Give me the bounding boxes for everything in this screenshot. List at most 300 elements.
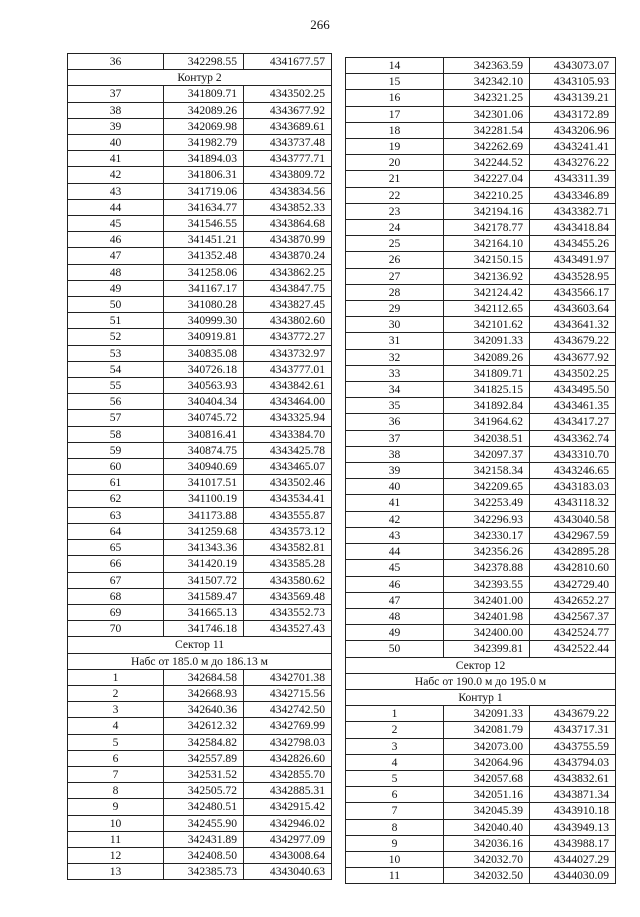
point-number: 36	[68, 54, 164, 70]
y-coordinate: 4341677.57	[244, 54, 332, 70]
x-coordinate: 342040.40	[444, 819, 530, 835]
point-number: 38	[68, 102, 164, 118]
x-coordinate: 341167.17	[164, 280, 244, 296]
table-row	[346, 365, 616, 381]
point-number: 21	[346, 171, 444, 187]
point-number: 34	[346, 382, 444, 398]
x-coordinate: 342296.93	[444, 511, 530, 527]
x-coordinate: 342032.70	[444, 851, 530, 867]
y-coordinate: 4343310.70	[530, 446, 616, 462]
point-number: 45	[346, 560, 444, 576]
section-header: Контур 2	[68, 70, 332, 86]
point-number: 61	[68, 475, 164, 491]
point-number: 39	[68, 118, 164, 134]
point-number: 43	[68, 183, 164, 199]
x-coordinate: 342253.49	[444, 495, 530, 511]
table-row	[346, 495, 616, 511]
y-coordinate: 4343677.92	[244, 102, 332, 118]
table-row	[346, 479, 616, 495]
x-coordinate: 342363.59	[444, 58, 530, 74]
table-row	[68, 685, 332, 701]
y-coordinate: 4343276.22	[530, 155, 616, 171]
table-row	[346, 722, 616, 738]
x-coordinate: 341352.48	[164, 248, 244, 264]
y-coordinate: 4343384.70	[244, 426, 332, 442]
table-row	[346, 803, 616, 819]
y-coordinate: 4343772.27	[244, 329, 332, 345]
x-coordinate: 342262.69	[444, 139, 530, 155]
x-coordinate: 342640.36	[164, 702, 244, 718]
section-header: Контур 1	[346, 689, 616, 705]
point-number: 51	[68, 313, 164, 329]
table-row	[68, 669, 332, 685]
point-number: 28	[346, 284, 444, 300]
section-header-row	[346, 657, 616, 673]
table-row	[68, 588, 332, 604]
point-number: 70	[68, 621, 164, 637]
y-coordinate: 4343777.01	[244, 361, 332, 377]
x-coordinate: 341809.71	[444, 365, 530, 381]
y-coordinate: 4343040.63	[244, 864, 332, 880]
point-number: 24	[346, 220, 444, 236]
y-coordinate: 4343794.03	[530, 754, 616, 770]
x-coordinate: 341982.79	[164, 135, 244, 151]
y-coordinate: 4342826.60	[244, 750, 332, 766]
table-row	[68, 702, 332, 718]
point-number: 48	[346, 608, 444, 624]
x-coordinate: 341806.31	[164, 167, 244, 183]
table-row	[346, 284, 616, 300]
section-header-row	[68, 637, 332, 653]
x-coordinate: 341017.51	[164, 475, 244, 491]
x-coordinate: 342032.50	[444, 868, 530, 884]
y-coordinate: 4343246.65	[530, 463, 616, 479]
x-coordinate: 342073.00	[444, 738, 530, 754]
point-number: 32	[346, 349, 444, 365]
x-coordinate: 342668.93	[164, 685, 244, 701]
x-coordinate: 342400.00	[444, 625, 530, 641]
x-coordinate: 341825.15	[444, 382, 530, 398]
table-row	[346, 511, 616, 527]
x-coordinate: 340745.72	[164, 410, 244, 426]
page-number: 266	[310, 17, 330, 32]
x-coordinate: 340874.75	[164, 442, 244, 458]
y-coordinate: 4343382.71	[530, 203, 616, 219]
x-coordinate: 340919.81	[164, 329, 244, 345]
point-number: 8	[68, 783, 164, 799]
x-coordinate: 341259.68	[164, 523, 244, 539]
section-header: Сектор 11	[68, 637, 332, 653]
y-coordinate: 4342715.56	[244, 685, 332, 701]
y-coordinate: 4343495.50	[530, 382, 616, 398]
x-coordinate: 341894.03	[164, 151, 244, 167]
x-coordinate: 342408.50	[164, 847, 244, 863]
x-coordinate: 342091.33	[444, 333, 530, 349]
point-number: 66	[68, 556, 164, 572]
y-coordinate: 4343362.74	[530, 430, 616, 446]
point-number: 35	[346, 398, 444, 414]
table-row	[68, 864, 332, 880]
x-coordinate: 341589.47	[164, 588, 244, 604]
point-number: 7	[68, 766, 164, 782]
y-coordinate: 4343677.92	[530, 349, 616, 365]
y-coordinate: 4343585.28	[244, 556, 332, 572]
y-coordinate: 4343569.48	[244, 588, 332, 604]
y-coordinate: 4343418.84	[530, 220, 616, 236]
x-coordinate: 342531.52	[164, 766, 244, 782]
x-coordinate: 340940.69	[164, 459, 244, 475]
table-row	[68, 572, 332, 588]
y-coordinate: 4343603.64	[530, 301, 616, 317]
table-row	[68, 847, 332, 863]
x-coordinate: 341809.71	[164, 86, 244, 102]
y-coordinate: 4343852.33	[244, 199, 332, 215]
point-number: 49	[346, 625, 444, 641]
table-row	[68, 507, 332, 523]
point-number: 23	[346, 203, 444, 219]
y-coordinate: 4343008.64	[244, 847, 332, 863]
x-coordinate: 342164.10	[444, 236, 530, 252]
x-coordinate: 342378.88	[444, 560, 530, 576]
y-coordinate: 4343573.12	[244, 523, 332, 539]
point-number: 59	[68, 442, 164, 458]
x-coordinate: 340404.34	[164, 394, 244, 410]
x-coordinate: 342178.77	[444, 220, 530, 236]
point-number: 46	[68, 232, 164, 248]
x-coordinate: 341892.84	[444, 398, 530, 414]
x-coordinate: 342112.65	[444, 301, 530, 317]
y-coordinate: 4343732.97	[244, 345, 332, 361]
y-coordinate: 4343832.61	[530, 770, 616, 786]
point-number: 4	[346, 754, 444, 770]
x-coordinate: 342124.42	[444, 284, 530, 300]
point-number: 6	[68, 750, 164, 766]
point-number: 55	[68, 378, 164, 394]
point-number: 67	[68, 572, 164, 588]
y-coordinate: 4343528.95	[530, 268, 616, 284]
x-coordinate: 342455.90	[164, 815, 244, 831]
y-coordinate: 4343118.32	[530, 495, 616, 511]
point-number: 31	[346, 333, 444, 349]
point-number: 33	[346, 365, 444, 381]
section-header: Сектор 12	[346, 657, 616, 673]
point-number: 25	[346, 236, 444, 252]
point-number: 43	[346, 527, 444, 543]
table-row	[68, 135, 332, 151]
table-row	[68, 102, 332, 118]
x-coordinate: 341343.36	[164, 540, 244, 556]
y-coordinate: 4342742.50	[244, 702, 332, 718]
x-coordinate: 340563.93	[164, 378, 244, 394]
x-coordinate: 342036.16	[444, 835, 530, 851]
y-coordinate: 4343555.87	[244, 507, 332, 523]
point-number: 54	[68, 361, 164, 377]
y-coordinate: 4343717.31	[530, 722, 616, 738]
table-row	[68, 815, 332, 831]
table-row	[68, 750, 332, 766]
table-row	[68, 459, 332, 475]
y-coordinate: 4343552.73	[244, 604, 332, 620]
point-number: 15	[346, 74, 444, 90]
x-coordinate: 341080.28	[164, 297, 244, 313]
point-number: 10	[346, 851, 444, 867]
table-row	[68, 264, 332, 280]
point-number: 9	[68, 799, 164, 815]
x-coordinate: 340999.30	[164, 313, 244, 329]
table-row	[346, 398, 616, 414]
x-coordinate: 342051.16	[444, 787, 530, 803]
point-number: 14	[346, 58, 444, 74]
table-row	[346, 463, 616, 479]
y-coordinate: 4343461.35	[530, 398, 616, 414]
table-row	[346, 706, 616, 722]
point-number: 50	[68, 297, 164, 313]
table-row	[346, 155, 616, 171]
table-row	[68, 248, 332, 264]
table-row	[346, 317, 616, 333]
x-coordinate: 342684.58	[164, 669, 244, 685]
point-number: 46	[346, 576, 444, 592]
y-coordinate: 4343847.75	[244, 280, 332, 296]
table-row	[68, 394, 332, 410]
point-number: 7	[346, 803, 444, 819]
y-coordinate: 4343871.34	[530, 787, 616, 803]
table-row	[346, 122, 616, 138]
y-coordinate: 4343842.61	[244, 378, 332, 394]
table-row	[346, 608, 616, 624]
table-row	[68, 86, 332, 102]
table-row	[346, 187, 616, 203]
x-coordinate: 342101.62	[444, 317, 530, 333]
y-coordinate: 4343864.68	[244, 216, 332, 232]
table-row	[68, 216, 332, 232]
section-header-row	[346, 673, 616, 689]
y-coordinate: 4343425.78	[244, 442, 332, 458]
point-number: 13	[68, 864, 164, 880]
y-coordinate: 4343988.17	[530, 835, 616, 851]
table-row	[346, 252, 616, 268]
point-number: 57	[68, 410, 164, 426]
y-coordinate: 4343311.39	[530, 171, 616, 187]
x-coordinate: 342038.51	[444, 430, 530, 446]
y-coordinate: 4342895.28	[530, 544, 616, 560]
x-coordinate: 342244.52	[444, 155, 530, 171]
x-coordinate: 342158.34	[444, 463, 530, 479]
point-number: 3	[68, 702, 164, 718]
table-row	[68, 361, 332, 377]
x-coordinate: 342069.98	[164, 118, 244, 134]
point-number: 9	[346, 835, 444, 851]
x-coordinate: 341173.88	[164, 507, 244, 523]
table-row	[346, 592, 616, 608]
x-coordinate: 342557.89	[164, 750, 244, 766]
table-row	[346, 171, 616, 187]
table-row	[346, 560, 616, 576]
point-number: 50	[346, 641, 444, 657]
y-coordinate: 4343566.17	[530, 284, 616, 300]
table-row	[346, 787, 616, 803]
point-number: 22	[346, 187, 444, 203]
y-coordinate: 4342524.77	[530, 625, 616, 641]
y-coordinate: 4342798.03	[244, 734, 332, 750]
table-row	[346, 268, 616, 284]
point-number: 18	[346, 122, 444, 138]
table-row	[346, 868, 616, 884]
y-coordinate: 4343910.18	[530, 803, 616, 819]
y-coordinate: 4343689.61	[244, 118, 332, 134]
table-row	[68, 426, 332, 442]
coordinates-table-right-body	[346, 58, 616, 884]
point-number: 44	[346, 544, 444, 560]
x-coordinate: 342194.16	[444, 203, 530, 219]
coordinates-table-left-body	[68, 54, 332, 880]
point-number: 68	[68, 588, 164, 604]
x-coordinate: 341420.19	[164, 556, 244, 572]
x-coordinate: 342064.96	[444, 754, 530, 770]
point-number: 63	[68, 507, 164, 523]
y-coordinate: 4343527.43	[244, 621, 332, 637]
table-row	[68, 167, 332, 183]
table-row	[68, 799, 332, 815]
y-coordinate: 4343105.93	[530, 74, 616, 90]
table-row	[68, 183, 332, 199]
x-coordinate: 341507.72	[164, 572, 244, 588]
point-number: 40	[346, 479, 444, 495]
table-row	[68, 604, 332, 620]
y-coordinate: 4343679.22	[530, 333, 616, 349]
point-number: 20	[346, 155, 444, 171]
section-header-row	[68, 70, 332, 86]
table-row	[346, 301, 616, 317]
point-number: 12	[68, 847, 164, 863]
table-row	[346, 835, 616, 851]
y-coordinate: 4343755.59	[530, 738, 616, 754]
point-number: 4	[68, 718, 164, 734]
table-row	[346, 236, 616, 252]
table-row	[346, 74, 616, 90]
point-number: 11	[346, 868, 444, 884]
x-coordinate: 342399.81	[444, 641, 530, 657]
point-number: 62	[68, 491, 164, 507]
point-number: 47	[346, 592, 444, 608]
x-coordinate: 341451.21	[164, 232, 244, 248]
y-coordinate: 4343491.97	[530, 252, 616, 268]
table-row	[346, 754, 616, 770]
point-number: 39	[346, 463, 444, 479]
point-number: 27	[346, 268, 444, 284]
y-coordinate: 4343206.96	[530, 122, 616, 138]
y-coordinate: 4343346.89	[530, 187, 616, 203]
point-number: 8	[346, 819, 444, 835]
y-coordinate: 4343464.00	[244, 394, 332, 410]
y-coordinate: 4343139.21	[530, 90, 616, 106]
y-coordinate: 4343325.94	[244, 410, 332, 426]
y-coordinate: 4342885.31	[244, 783, 332, 799]
table-row	[68, 378, 332, 394]
table-row	[346, 333, 616, 349]
x-coordinate: 342584.82	[164, 734, 244, 750]
point-number: 10	[68, 815, 164, 831]
table-row	[68, 280, 332, 296]
point-number: 30	[346, 317, 444, 333]
table-row	[346, 851, 616, 867]
point-number: 17	[346, 106, 444, 122]
x-coordinate: 342097.37	[444, 446, 530, 462]
y-coordinate: 4343455.26	[530, 236, 616, 252]
y-coordinate: 4342946.02	[244, 815, 332, 831]
table-row	[68, 523, 332, 539]
point-number: 42	[346, 511, 444, 527]
x-coordinate: 342431.89	[164, 831, 244, 847]
x-coordinate: 342281.54	[444, 122, 530, 138]
table-row	[346, 90, 616, 106]
point-number: 1	[346, 706, 444, 722]
table-row	[346, 220, 616, 236]
section-header-row	[68, 653, 332, 669]
table-row	[346, 819, 616, 835]
table-row	[346, 527, 616, 543]
point-number: 64	[68, 523, 164, 539]
y-coordinate: 4343737.48	[244, 135, 332, 151]
y-coordinate: 4342652.27	[530, 592, 616, 608]
section-header-row	[346, 689, 616, 705]
y-coordinate: 4343679.22	[530, 706, 616, 722]
point-number: 41	[68, 151, 164, 167]
table-row	[346, 106, 616, 122]
y-coordinate: 4342810.60	[530, 560, 616, 576]
x-coordinate: 342227.04	[444, 171, 530, 187]
table-row	[346, 203, 616, 219]
y-coordinate: 4343777.71	[244, 151, 332, 167]
y-coordinate: 4343834.56	[244, 183, 332, 199]
point-number: 58	[68, 426, 164, 442]
point-number: 52	[68, 329, 164, 345]
y-coordinate: 4342567.37	[530, 608, 616, 624]
x-coordinate: 342505.72	[164, 783, 244, 799]
y-coordinate: 4343641.32	[530, 317, 616, 333]
table-row	[68, 540, 332, 556]
point-number: 16	[346, 90, 444, 106]
x-coordinate: 341546.55	[164, 216, 244, 232]
table-row	[346, 58, 616, 74]
x-coordinate: 342401.00	[444, 592, 530, 608]
y-coordinate: 4343465.07	[244, 459, 332, 475]
y-coordinate: 4343802.60	[244, 313, 332, 329]
table-row	[68, 118, 332, 134]
table-row	[346, 770, 616, 786]
y-coordinate: 4342769.99	[244, 718, 332, 734]
y-coordinate: 4343582.81	[244, 540, 332, 556]
table-row	[346, 414, 616, 430]
section-header: Набс от 190.0 м до 195.0 м	[346, 673, 616, 689]
table-row	[68, 621, 332, 637]
table-row	[346, 382, 616, 398]
x-coordinate: 340726.18	[164, 361, 244, 377]
y-coordinate: 4343862.25	[244, 264, 332, 280]
y-coordinate: 4343580.62	[244, 572, 332, 588]
point-number: 49	[68, 280, 164, 296]
y-coordinate: 4344030.09	[530, 868, 616, 884]
x-coordinate: 341665.13	[164, 604, 244, 620]
point-number: 2	[68, 685, 164, 701]
y-coordinate: 4342977.09	[244, 831, 332, 847]
table-row	[346, 544, 616, 560]
point-number: 29	[346, 301, 444, 317]
section-header: Набс от 185.0 м до 186.13 м	[68, 653, 332, 669]
y-coordinate: 4343073.07	[530, 58, 616, 74]
y-coordinate: 4343870.24	[244, 248, 332, 264]
x-coordinate: 342612.32	[164, 718, 244, 734]
